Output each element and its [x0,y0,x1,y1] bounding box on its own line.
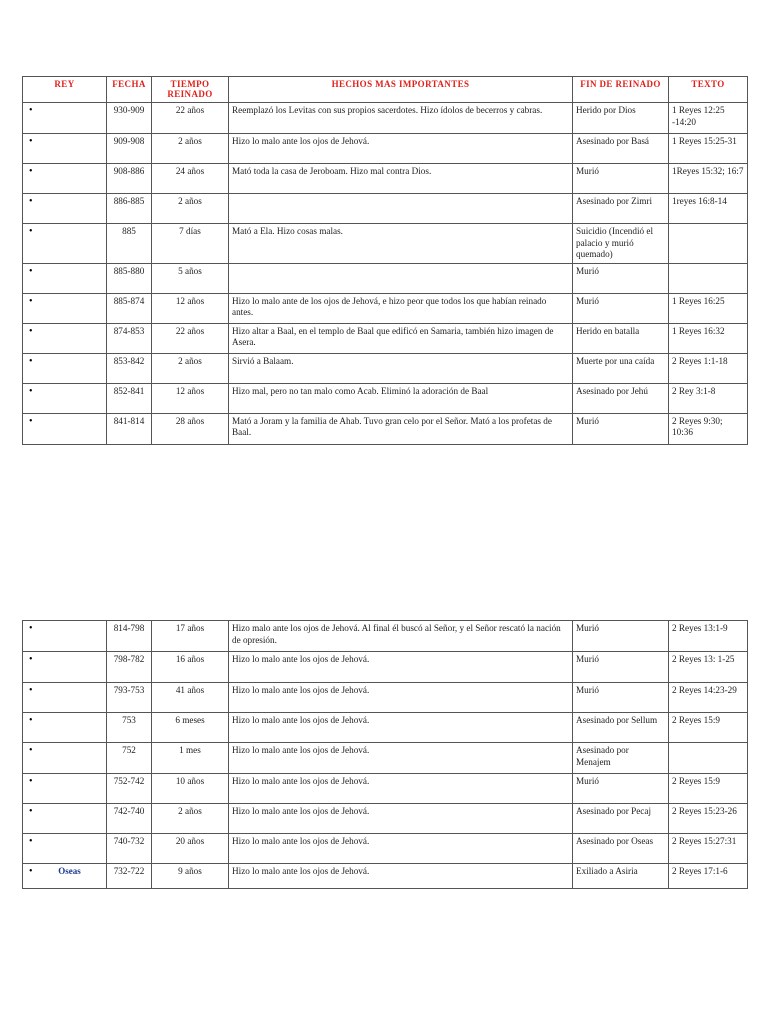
cell-tiempo-reinado: 20 años [152,834,229,864]
kings-table-part-2 [22,620,748,889]
header-fin-de-reinado: FIN DE REINADO [573,77,669,103]
table-row [23,804,748,834]
cell-hechos: Hizo lo malo ante los ojos de Jehová. [229,804,573,834]
cell-rey [23,774,107,804]
table-row [23,621,748,652]
cell-tiempo-reinado: 10 años [152,774,229,804]
cell-fin-de-reinado: Murió [573,263,669,293]
table-row [23,652,748,683]
cell-fin-de-reinado: Asesinado por Zimri [573,194,669,224]
table-row [23,864,748,889]
cell-fecha: 753 [107,713,152,743]
cell-fecha: 909-908 [107,134,152,164]
header-texto: TEXTO [669,77,748,103]
kings-table-part-1 [22,76,748,445]
cell-hechos: Reemplazó los Levitas con sus propios sacerdotes. Hizo ídolos de becerros y cabras. [229,103,573,134]
cell-fecha: 908-886 [107,164,152,194]
cell-texto: 2 Reyes 1:1-18 [669,353,748,383]
king-name [60,136,70,146]
table-row [23,103,748,134]
cell-rey [23,413,107,444]
cell-hechos: Mató a Ela. Hizo cosas malas. [229,224,573,264]
king-name [60,416,70,426]
cell-fecha: 793-753 [107,683,152,713]
bullet-icon: • [29,685,33,696]
table-row [23,224,748,264]
cell-rey [23,864,107,889]
cell-hechos: Hizo malo ante los ojos de Jehová. Al final él buscó al Señor, y el Señor rescató la nación de opresión. [229,621,573,652]
bullet-icon: • [29,415,33,427]
king-name [60,326,70,336]
cell-texto: 1reyes 16:8-14 [669,194,748,224]
cell-texto: 2 Reyes 15:9 [669,713,748,743]
cell-rey [23,134,107,164]
table-row [23,164,748,194]
bullet-icon: • [29,776,33,787]
cell-tiempo-reinado: 22 años [152,103,229,134]
cell-hechos: Hizo lo malo ante los ojos de Jehová. [229,743,573,774]
king-name [60,196,70,206]
cell-texto [669,263,748,293]
cell-fin-de-reinado: Asesinado por Sellum [573,713,669,743]
cell-fecha: 885 [107,224,152,264]
bullet-icon: • [29,196,33,207]
cell-texto: 2 Reyes 13:1-9 [669,621,748,652]
header-hechos: HECHOS MAS IMPORTANTES [229,77,573,103]
cell-fecha: 874-853 [107,323,152,353]
cell-tiempo-reinado: 12 años [152,383,229,413]
cell-hechos: Hizo lo malo ante los ojos de Jehová. [229,834,573,864]
cell-tiempo-reinado: 17 años [152,621,229,652]
cell-fecha: 798-782 [107,652,152,683]
cell-tiempo-reinado: 24 años [152,164,229,194]
cell-hechos [229,194,573,224]
cell-tiempo-reinado: 1 mes [152,743,229,774]
king-name [60,296,70,306]
bullet-icon: • [29,136,33,147]
king-name [60,836,70,846]
cell-rey [23,383,107,413]
king-name [60,654,70,664]
king-name [60,226,70,236]
table-row [23,134,748,164]
cell-tiempo-reinado: 16 años [152,652,229,683]
cell-fecha: 732-722 [107,864,152,889]
cell-fecha: 885-880 [107,263,152,293]
cell-rey [23,804,107,834]
cell-rey [23,194,107,224]
cell-fin-de-reinado: Asesinado por Basá [573,134,669,164]
bullet-icon: • [29,836,33,847]
cell-texto: 2 Reyes 15:23-26 [669,804,748,834]
cell-rey [23,323,107,353]
cell-texto: 2 Reyes 14:23-29 [669,683,748,713]
cell-hechos: Mató a Joram y la familia de Ahab. Tuvo gran celo por el Señor. Mató a los profetas de Baal. [229,413,573,444]
bullet-icon: • [29,355,33,367]
cell-fin-de-reinado: Asesinado por Pecaj [573,804,669,834]
cell-rey [23,224,107,264]
header-fecha: FECHA [107,77,152,103]
cell-fin-de-reinado: Murió [573,621,669,652]
cell-rey [23,834,107,864]
table-row [23,293,748,323]
cell-rey [23,164,107,194]
king-name [60,356,70,366]
cell-hechos: Hizo lo malo ante los ojos de Jehová. [229,683,573,713]
cell-tiempo-reinado: 2 años [152,804,229,834]
cell-tiempo-reinado: 2 años [152,353,229,383]
bullet-icon: • [29,226,33,237]
cell-tiempo-reinado: 2 años [152,134,229,164]
cell-fecha: 841-814 [107,413,152,444]
bullet-icon: • [29,105,33,116]
cell-fin-de-reinado: Murió [573,683,669,713]
bullet-icon: • [29,654,33,665]
bullet-icon: • [29,866,33,877]
king-name [60,166,70,176]
king-name [60,806,70,816]
table-row [23,194,748,224]
table-row [23,413,748,444]
cell-texto: 1 Reyes 12:25 -14:20 [669,103,748,134]
cell-rey [23,293,107,323]
header-tiempo-reinado: TIEMPO REINADO [152,77,229,103]
cell-rey [23,263,107,293]
table-row [23,774,748,804]
cell-fin-de-reinado: Suicidio (Incendió el palacio y murió quemado) [573,224,669,264]
bullet-icon: • [29,806,33,817]
king-name [60,776,70,786]
cell-hechos: Hizo lo malo ante los ojos de Jehová. [229,774,573,804]
king-name: Oseas [58,866,81,876]
cell-hechos: Sirvió a Balaam. [229,353,573,383]
king-name [60,266,70,276]
cell-fin-de-reinado: Murió [573,652,669,683]
cell-fin-de-reinado: Herido por Dios [573,103,669,134]
cell-tiempo-reinado: 5 años [152,263,229,293]
cell-hechos: Hizo altar a Baal, en el templo de Baal que edificó en Samaria, también hizo imagen de Asera. [229,323,573,353]
table-body-1 [23,103,748,445]
cell-fecha: 740-732 [107,834,152,864]
king-name [60,623,70,633]
cell-rey [23,652,107,683]
bullet-icon: • [29,385,33,397]
cell-fecha: 853-842 [107,353,152,383]
cell-fecha: 752 [107,743,152,774]
king-name [60,386,70,396]
cell-fecha: 886-885 [107,194,152,224]
king-name [60,105,70,115]
cell-rey [23,621,107,652]
cell-rey [23,103,107,134]
cell-fin-de-reinado: Exiliado a Asiria [573,864,669,889]
king-name [60,715,70,725]
cell-hechos: Hizo mal, pero no tan malo como Acab. Eliminó la adoración de Baal [229,383,573,413]
table-row [23,353,748,383]
table-row [23,713,748,743]
cell-fin-de-reinado: Asesinado por Jehú [573,383,669,413]
king-name [60,745,70,755]
cell-tiempo-reinado: 2 años [152,194,229,224]
cell-fecha: 930-909 [107,103,152,134]
cell-texto: 2 Reyes 17:1-6 [669,864,748,889]
bullet-icon: • [29,295,33,307]
cell-tiempo-reinado: 9 años [152,864,229,889]
cell-fecha: 752-742 [107,774,152,804]
cell-tiempo-reinado: 7 días [152,224,229,264]
header-rey: REY [23,77,107,103]
table-row [23,383,748,413]
cell-texto [669,743,748,774]
cell-tiempo-reinado: 22 años [152,323,229,353]
cell-fin-de-reinado: Murió [573,164,669,194]
cell-texto: 2 Reyes 15:27:31 [669,834,748,864]
bullet-icon: • [29,745,33,756]
cell-fecha: 885-874 [107,293,152,323]
cell-fin-de-reinado: Murió [573,293,669,323]
cell-fin-de-reinado: Murió [573,774,669,804]
cell-fecha: 852-841 [107,383,152,413]
cell-rey [23,713,107,743]
table-body-2 [23,621,748,889]
bullet-icon: • [29,166,33,177]
cell-rey [23,683,107,713]
cell-hechos: Hizo lo malo ante los ojos de Jehová. [229,864,573,889]
cell-fin-de-reinado: Asesinado por Menajem [573,743,669,774]
cell-fin-de-reinado: Asesinado por Oseas [573,834,669,864]
cell-fecha: 742-740 [107,804,152,834]
cell-texto: 2 Rey 3:1-8 [669,383,748,413]
cell-tiempo-reinado: 41 años [152,683,229,713]
table-row [23,683,748,713]
cell-texto: 1Reyes 15:32; 16:7 [669,164,748,194]
bullet-icon: • [29,265,33,277]
cell-rey [23,353,107,383]
cell-texto: 1 Reyes 16:25 [669,293,748,323]
table-row [23,263,748,293]
table-row [23,743,748,774]
cell-texto: 2 Reyes 13: 1-25 [669,652,748,683]
cell-hechos: Hizo lo malo ante los ojos de Jehová. [229,134,573,164]
cell-texto: 2 Reyes 15:9 [669,774,748,804]
cell-fin-de-reinado: Herido en batalla [573,323,669,353]
cell-texto: 1 Reyes 16:32 [669,323,748,353]
table-header-row [23,77,748,103]
cell-texto [669,224,748,264]
cell-tiempo-reinado: 28 años [152,413,229,444]
cell-tiempo-reinado: 6 meses [152,713,229,743]
cell-texto: 2 Reyes 9:30; 10:36 [669,413,748,444]
cell-tiempo-reinado: 12 años [152,293,229,323]
king-name [60,685,70,695]
cell-fin-de-reinado: Muerte por una caída [573,353,669,383]
cell-hechos: Hizo lo malo ante los ojos de Jehová. [229,652,573,683]
table-row [23,834,748,864]
cell-fecha: 814-798 [107,621,152,652]
bullet-icon: • [29,325,33,337]
cell-hechos: Hizo lo malo ante los ojos de Jehová. [229,713,573,743]
cell-hechos: Hizo lo malo ante de los ojos de Jehová, e hizo peor que todos los que habían reinado antes. [229,293,573,323]
cell-hechos: Mató toda la casa de Jeroboam. Hizo mal contra Dios. [229,164,573,194]
cell-texto: 1 Reyes 15:25-31 [669,134,748,164]
cell-hechos [229,263,573,293]
cell-fin-de-reinado: Murió [573,413,669,444]
table-row [23,323,748,353]
bullet-icon: • [29,715,33,726]
cell-rey [23,743,107,774]
bullet-icon: • [29,623,33,634]
